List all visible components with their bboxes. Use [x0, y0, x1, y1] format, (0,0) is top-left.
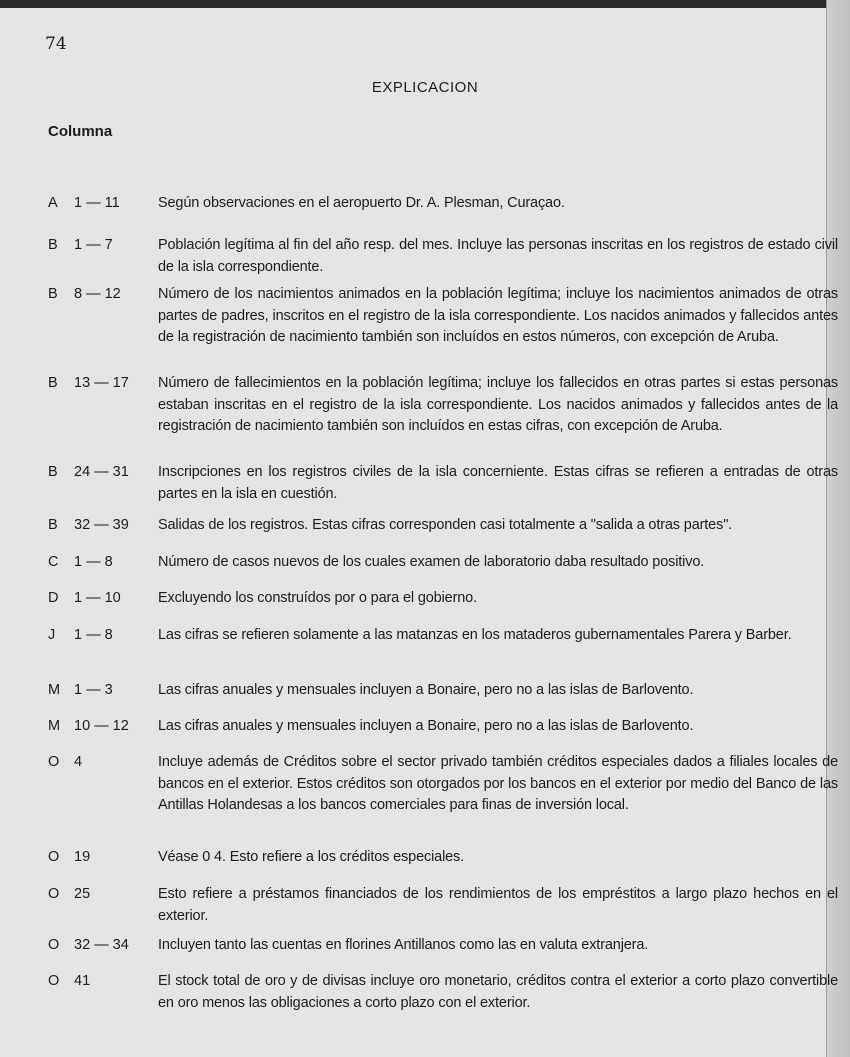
explanation-entry [48, 716, 838, 738]
column-range: 1 — 8 [74, 627, 113, 643]
column-range: 1 — 3 [74, 682, 113, 698]
entry-text: Incluye además de Créditos sobre el sector privado también créditos especiales dados a filiales locales de bancos en el exterior. Estos créditos son otorgados por los bancos en el exterior por medio del Banco de las Antillas Holandesas a los bancos comerciales para finas de inversión local. [158, 754, 838, 813]
entry-text: Población legítima al fin del año resp. del mes. Incluye las personas inscritas en los registros de estado civil de la isla correspondiente. [158, 237, 838, 275]
column-letter: B [48, 286, 58, 302]
entry-text: Las cifras anuales y mensuales incluyen a Bonaire, pero no a las islas de Barlovento. [158, 718, 694, 734]
explanation-entry [48, 752, 838, 817]
column-range: 1 — 7 [74, 237, 113, 253]
column-letter: O [48, 849, 60, 865]
entry-text: Las cifras se refieren solamente a las matanzas en los mataderos gubernamentales Parera y Barber. [158, 627, 792, 643]
explanation-entry [48, 235, 838, 278]
page-title: EXPLICACION [371, 79, 479, 96]
explanation-entry [48, 935, 838, 957]
column-range: 19 [74, 849, 91, 865]
entry-text: Inscripciones en los registros civiles de la isla concerniente. Estas cifras se refieren a entradas de otras partes en la isla en cuestión. [158, 464, 838, 502]
entry-text: Las cifras anuales y mensuales incluyen a Bonaire, pero no a las islas de Barlovento. [158, 682, 694, 698]
explanation-entry [48, 884, 838, 927]
column-range: 8 — 12 [74, 286, 121, 302]
explanation-entry [48, 515, 838, 537]
column-letter: A [48, 195, 58, 211]
column-letter: B [48, 375, 58, 391]
column-letter: B [48, 464, 58, 480]
entry-text: Esto refiere a préstamos financiados de los rendimientos de los empréstitos a largo plazo hechos en el exterior. [158, 886, 838, 924]
explanation-entry [48, 373, 838, 438]
column-letter: O [48, 937, 60, 953]
entry-text: Número de los nacimientos animados en la población legítima; incluye los nacimientos animados de otras partes de padres, inscritos en el registro de la isla correspondiente. Los nacidos animados y fallecidos antes de la registración de nacimiento también son incluídos en estos números, con excepción de Aruba. [158, 286, 838, 345]
scan-top-edge [0, 0, 850, 8]
column-range: 1 — 8 [74, 554, 113, 570]
column-range: 25 [74, 886, 91, 902]
entry-text: Salidas de los registros. Estas cifras corresponden casi totalmente a "salida a otras partes". [158, 517, 733, 533]
explanation-entry [48, 588, 838, 610]
column-letter: B [48, 517, 58, 533]
explanation-entry [48, 847, 838, 869]
column-letter: O [48, 973, 60, 989]
explanation-entry [48, 971, 838, 1014]
explanation-entry [48, 284, 838, 349]
explanation-entry [48, 193, 838, 215]
explanation-entry [48, 552, 838, 574]
entry-text: Incluyen tanto las cuentas en florines Antillanos como las en valuta extranjera. [158, 937, 649, 953]
column-letter: J [48, 627, 56, 643]
column-letter: D [48, 590, 59, 606]
column-range: 13 — 17 [74, 375, 129, 391]
column-range: 24 — 31 [74, 464, 129, 480]
entry-text: Véase 0 4. Esto refiere a los créditos especiales. [158, 849, 465, 865]
column-letter: O [48, 754, 60, 770]
column-letter: C [48, 554, 59, 570]
explanation-entry [48, 462, 838, 505]
entry-text: Número de casos nuevos de los cuales examen de laboratorio daba resultado positivo. [158, 554, 705, 570]
entry-text: El stock total de oro y de divisas incluye oro monetario, créditos contra el exterior a corto plazo convertible en oro menos las obligaciones a corto plazo con el exterior. [158, 973, 838, 1011]
column-letter: M [48, 682, 61, 698]
entry-text: Excluyendo los construídos por o para el gobierno. [158, 590, 477, 606]
column-range: 4 [74, 754, 83, 770]
column-letter: O [48, 886, 60, 902]
column-range: 1 — 11 [74, 195, 120, 211]
column-range: 32 — 39 [74, 517, 129, 533]
page-number: 74 [45, 34, 67, 54]
explanation-entry [48, 625, 838, 647]
explanation-entry [48, 680, 838, 702]
column-heading: Columna [48, 123, 113, 140]
column-range: 41 [74, 973, 91, 989]
column-range: 1 — 10 [74, 590, 121, 606]
column-range: 32 — 34 [74, 937, 129, 953]
column-letter: M [48, 718, 61, 734]
column-range: 10 — 12 [74, 718, 129, 734]
entry-text: Número de fallecimientos en la población legítima; incluye los fallecidos en otras partes si estas personas estaban inscritas en el registro de la isla correspondiente. Los nacidos animados y fallecidos antes de la registración de nacimiento también son incluídos en estas cifras, con excepción de Aruba. [158, 375, 838, 434]
entry-text: Según observaciones en el aeropuerto Dr. A. Plesman, Curaçao. [158, 195, 565, 211]
column-letter: B [48, 237, 58, 253]
